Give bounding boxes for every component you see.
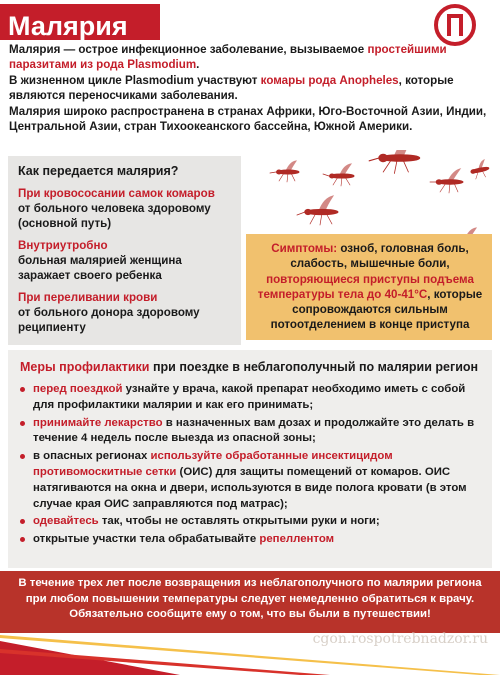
page-title: Малярия (8, 11, 128, 41)
intro-text: Малярия — острое инфекционное заболевание, вызываемое (9, 43, 368, 56)
transmission-item-text: больная малярией женщина заражает своего ребенка (18, 254, 182, 282)
transmission-item-text: от больного человека здоровому (основной путь) (18, 202, 211, 230)
prevention-item-text: так, чтобы не оставлять открытыми руки и ноги; (98, 515, 380, 528)
bullet-icon (20, 421, 25, 426)
intro-text: , которые являются переносчиками заболевания. (9, 73, 454, 103)
intro-text: В жизненном цикле Plasmodium участвуют (9, 73, 261, 87)
intro-highlight: комары рода Anopheles (260, 73, 399, 87)
intro-paragraph-1 (9, 42, 493, 73)
prevention-item (18, 532, 486, 548)
symptoms-body: , которые сопровождаются сильным потоотделением в конце приступа (270, 287, 483, 332)
prevention-list (18, 382, 486, 550)
bullet-icon (20, 387, 25, 392)
prevention-item (18, 416, 486, 448)
symptoms-label: Симптомы: (271, 242, 338, 255)
mosquito-icon (297, 196, 338, 225)
watermark: cgon.rospotrebnadzor.ru (312, 631, 488, 647)
prevention-item-highlight: одевайтесь (33, 515, 99, 528)
mosquito-icon (369, 150, 419, 173)
prevention-item-highlight: принимайте лекарство (33, 416, 163, 429)
warning-banner (0, 571, 500, 633)
header (0, 0, 500, 42)
bullet-icon (20, 537, 25, 542)
footer (0, 631, 500, 675)
transmission-item-text: от больного донора здоровому реципиенту (18, 306, 200, 334)
mosquito-icon (323, 164, 354, 186)
prevention-item-text: в назначенных вам дозах и продолжайте это делать в течение 4 недель после выезда из опасной зоны; (33, 416, 475, 445)
rospotrebnadzor-logo-icon (433, 3, 477, 47)
transmission-item-heading: Внутриутробно (18, 239, 108, 252)
prevention-item-text: в опасных регионах (33, 450, 151, 463)
prevention-item (18, 382, 486, 414)
bullet-icon (20, 519, 25, 524)
transmission-title: Как передается малярия? (18, 164, 179, 178)
prevention-title (20, 360, 478, 374)
prevention-item-text: узнайте у врача, какой препарат необходимо иметь с собой для профилактики малярии и как его принимать; (33, 383, 466, 411)
prevention-item-text: (ОИС) для защиты помещений от комаров. ОИС натягиваются на окна и двери, используются в виде полога кровати (в этом случае края ОИС заправляются под матрас); (33, 465, 467, 510)
title-bar (0, 4, 160, 40)
mosquito-icon (469, 159, 490, 179)
transmission-item-heading: При переливании крови (18, 291, 158, 304)
prevention-title-highlight: Меры профилактики (20, 360, 150, 374)
transmission-and-symptoms-section (0, 150, 500, 350)
intro-paragraph-3: Малярия широко распространена в странах Африки, Юго-Восточной Азии, Индии, Центральной Азии, стран Тихоокеанского бассейна, Южной Америки. (9, 104, 487, 134)
warning-text: В течение трех лет после возвращения из неблагополучного по малярии региона при любом повышении температуры следует немедленно обратиться к врачу. Обязательно сообщите ему о том, что вы были в путешествии! (18, 577, 482, 621)
transmission-panel (8, 156, 241, 345)
bullet-icon (20, 454, 25, 459)
symptoms-highlight: повторяющиеся приступы подъема температуры тела до 40-41°C (257, 272, 474, 301)
transmission-list (18, 186, 236, 342)
transmission-item (18, 290, 236, 335)
transmission-item-heading: При кровососании самок комаров (18, 187, 215, 200)
prevention-item (18, 449, 486, 512)
mosquito-illustration-icon (250, 150, 500, 245)
intro-paragraph-2 (9, 73, 493, 104)
symptoms-body: озноб, головная боль, слабость, мышечные боли, (290, 242, 469, 271)
prevention-panel (8, 350, 492, 568)
transmission-item (18, 186, 236, 231)
prevention-item-highlight: репеллентом (259, 533, 335, 546)
intro-highlight: простейшими паразитами из рода Plasmodium (9, 43, 447, 72)
symptoms-box (246, 234, 492, 340)
transmission-item (18, 238, 236, 283)
prevention-item-text: открытые участки тела обрабатывайте (33, 533, 260, 546)
intro-text: . (196, 58, 200, 72)
symptoms-text (254, 241, 486, 333)
prevention-item-highlight: перед поездкой (33, 383, 123, 395)
prevention-item (18, 514, 486, 530)
intro (9, 42, 493, 134)
prevention-item-highlight: используйте обработанные инсектицидом противомоскитные сетки (33, 450, 393, 478)
mosquito-icon (270, 161, 299, 182)
mosquito-icon (430, 169, 463, 193)
prevention-title-text: при поездке в неблагополучный по малярии регион (149, 360, 479, 374)
